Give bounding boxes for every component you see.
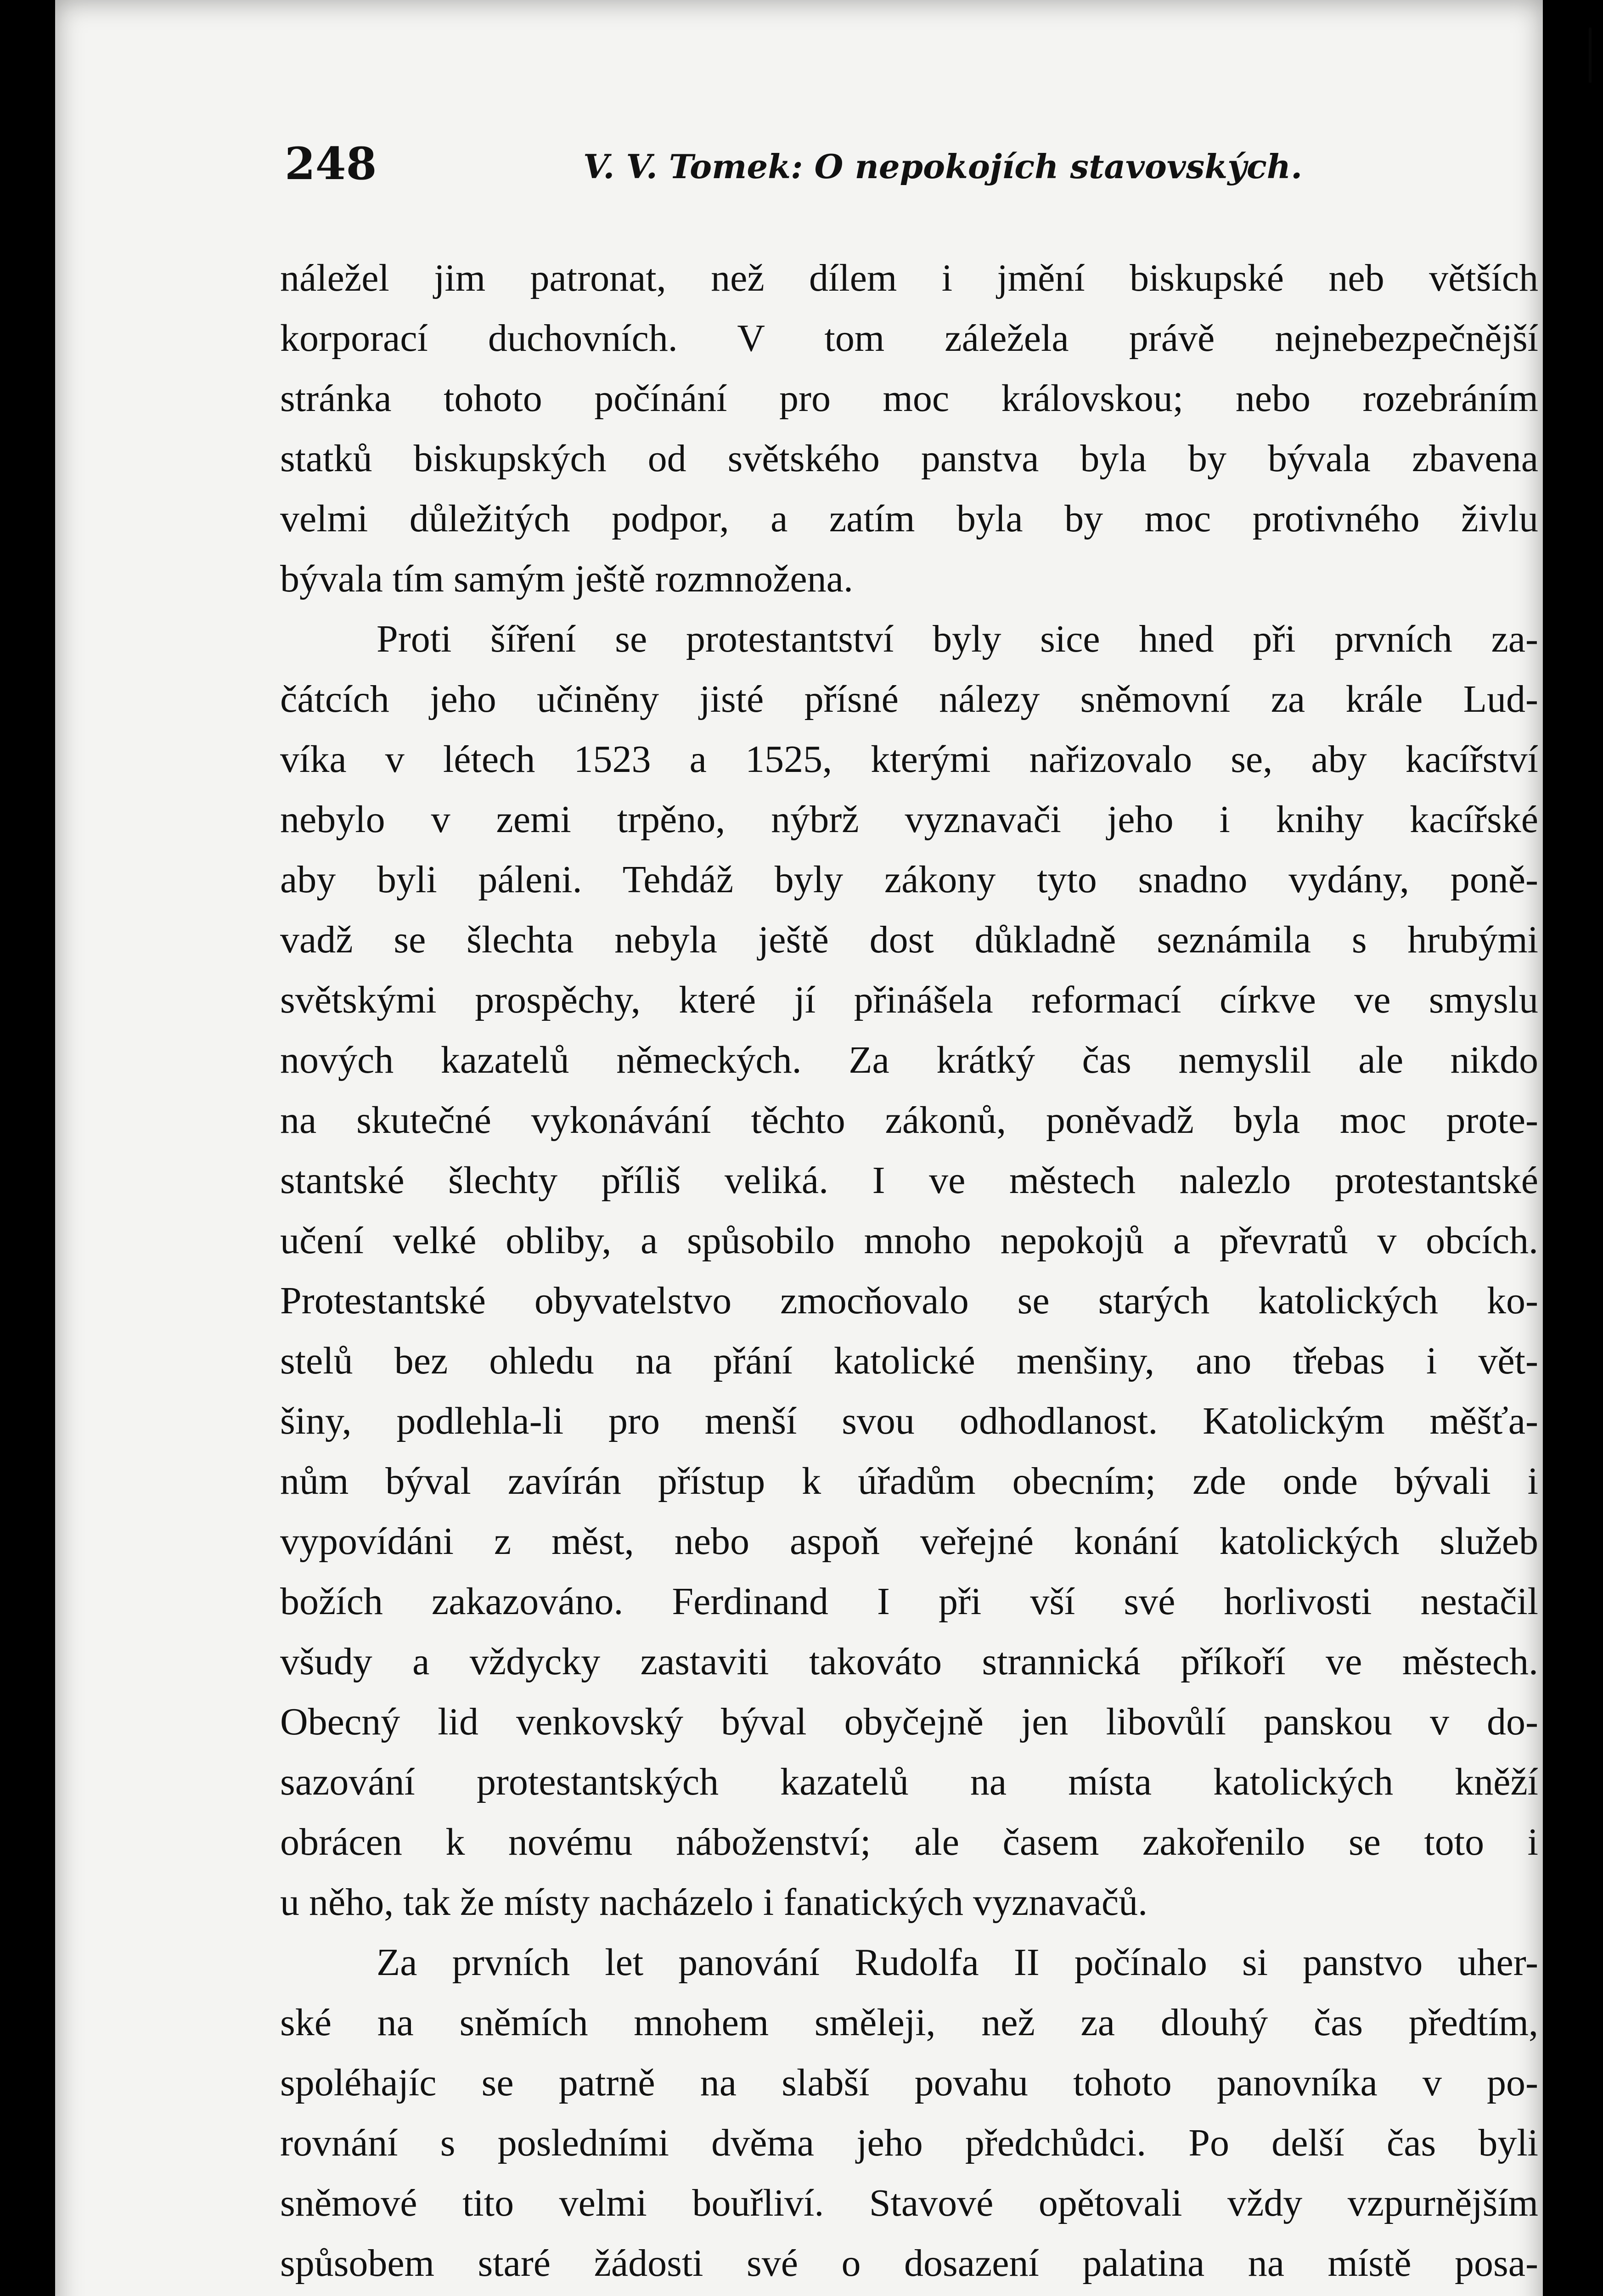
text-line: ské na sněmích mnohem směleji, než za dlouhý čas předtím, bbox=[280, 2001, 1538, 2044]
text-line: všudy a vždycky zastaviti takováto strannická příkoří ve městech. bbox=[280, 1640, 1538, 1683]
text-line: u něho, tak že místy nacházelo i fanatických vyznavačů. bbox=[280, 1881, 1148, 1924]
text-line: stelů bez ohledu na přání katolické menšiny, ano třebas i vět- bbox=[280, 1339, 1538, 1382]
paragraph bbox=[280, 609, 1538, 1932]
text-line: Proti šíření se protestantství byly sice hned při prvních za- bbox=[377, 618, 1538, 660]
text-line: nebylo v zemi trpěno, nýbrž vyznavači jeho i knihy kacířské bbox=[280, 798, 1538, 841]
text-line: vadž se šlechta nebyla ještě dost důkladně seznámila s hrubými bbox=[280, 918, 1538, 961]
page-number: 248 bbox=[285, 138, 377, 190]
text-line: božích zakazováno. Ferdinand I při vší své horlivosti nestačil bbox=[280, 1580, 1538, 1623]
text-line: nových kazatelů německých. Za krátký čas nemyslil ale nikdo bbox=[280, 1039, 1538, 1081]
text-line: vypovídáni z měst, nebo aspoň veřejné konání katolických služeb bbox=[280, 1520, 1538, 1563]
text-line: aby byli páleni. Tehdáž byly zákony tyto snadno vydány, poně- bbox=[280, 858, 1538, 901]
text-line: Protestantské obyvatelstvo zmocňovalo se starých katolických ko- bbox=[280, 1279, 1538, 1322]
text-line: šiny, podlehla-li pro menší svou odhodlanost. Katolickým měšťa- bbox=[280, 1400, 1538, 1442]
text-line: spoléhajíc se patrně na slabší povahu tohoto panovníka v po- bbox=[280, 2061, 1538, 2104]
text-line: na skutečné vykonávání těchto zákonů, poněvadž byla moc prote- bbox=[280, 1099, 1538, 1142]
page-header bbox=[285, 138, 1524, 207]
text-line: světskými prospěchy, které jí přinášela reformací církve ve smyslu bbox=[280, 979, 1538, 1021]
text-line: sazování protestantských kazatelů na místa katolických kněží bbox=[280, 1761, 1538, 1803]
text-line: bývala tím samým ještě rozmnožena. bbox=[280, 557, 853, 600]
text-line: obrácen k novému náboženství; ale časem zakořenilo se toto i bbox=[280, 1821, 1538, 1863]
paragraph bbox=[280, 1932, 1538, 2296]
body-text bbox=[280, 248, 1538, 2296]
text-line: rovnání s posledními dvěma jeho předchůdci. Po delší čas byli bbox=[280, 2122, 1538, 2164]
text-line: korporací duchovních. V tom záležela právě nejnebezpečnější bbox=[280, 317, 1538, 360]
text-line: sněmové tito velmi bouřliví. Stavové opětovali vždy vzpurnějším bbox=[280, 2182, 1538, 2224]
text-line: nům býval zavírán přístup k úřadům obecním; zde onde bývali i bbox=[280, 1460, 1538, 1503]
text-line: Obecný lid venkovský býval obyčejně jen libovůlí panskou v do- bbox=[280, 1700, 1538, 1743]
text-line: velmi důležitých podpor, a zatím byla by moc protivného živlu bbox=[280, 497, 1538, 540]
paragraph bbox=[280, 248, 1538, 609]
text-line: náležel jim patronat, než dílem i jmění biskupské neb větších bbox=[280, 257, 1538, 299]
text-line bbox=[280, 2293, 1538, 2296]
text-line: statků biskupských od světského panstva byla by bývala zbavena bbox=[280, 437, 1538, 480]
text-line: spůsobem staré žádosti své o dosazení palatina na místě posa- bbox=[280, 2242, 1538, 2285]
text-line: čátcích jeho učiněny jisté přísné nálezy sněmovní za krále Lud- bbox=[280, 678, 1538, 720]
book-page bbox=[55, 0, 1543, 2296]
running-title: V. V. Tomek: O nepokojích stavovských. bbox=[583, 147, 1303, 186]
text-line: víka v létech 1523 a 1525, kterými nařizovalo se, aby kacířství bbox=[280, 738, 1538, 781]
text-line: učení velké obliby, a spůsobilo mnoho nepokojů a převratů v obcích. bbox=[280, 1219, 1538, 1262]
scan-speck bbox=[1589, 28, 1592, 83]
text-line: Za prvních let panování Rudolfa II počínalo si panstvo uher- bbox=[377, 1941, 1538, 1984]
text-line: stantské šlechty příliš veliká. I ve městech nalezlo protestantské bbox=[280, 1159, 1538, 1202]
text-line: stránka tohoto počínání pro moc královskou; nebo rozebráním bbox=[280, 377, 1538, 420]
